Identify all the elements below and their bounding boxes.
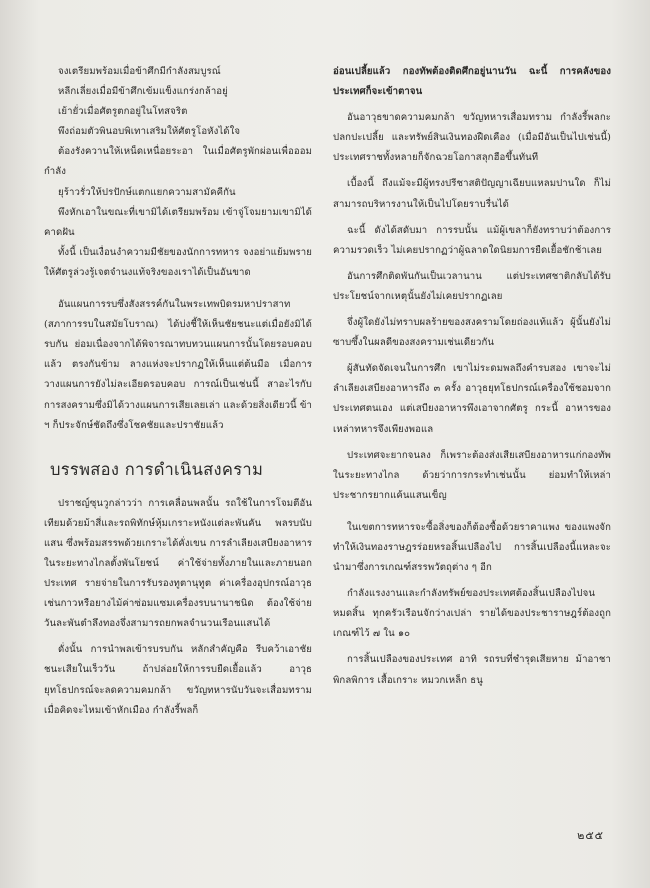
page-number: ๒๕๕ (577, 829, 604, 842)
paragraph: ประเทศจะยากจนลง ก็เพราะต้องส่งเสียเสบียงอาหารแก่กองทัพในระยะทางไกล ด้วยว่าการกระทำเช่นนั้น ย่อมทำให้เหล่าประชากรยากแค้นแสนเข็ญ (333, 449, 611, 501)
verse-line: ต้องรังควานให้เหน็ดเหนื่อยระอา ในเมื่อศัตรูพักผ่อนเพื่อออมกำลัง (44, 146, 312, 178)
paragraph-continued: อ่อนเปลี้ยแล้ว กองทัพต้องติดศึกอยู่นานวัน ฉะนี้ การคลังของประเทศก็จะเข้าตาจน (333, 66, 611, 98)
paragraph: กำลังแรงงานและกำลังทรัพย์ของประเทศต้องสิ้นเปลืองไปจนหมดสิ้น ทุกครัวเรือนจักว่างเปล่า รายได้ของประชาราษฎร์ต้องถูกเกณฑ์ไว้ ๗ ใน ๑๐ (333, 588, 611, 640)
paragraph: อันอาวุธขาดความคมกล้า ขวัญทหารเสื่อมทราม กำลังรี้พลกะปลกปะเปลี้ย และทรัพย์สินเงินทองฝืดเคือง (เมื่อมีอันเป็นไปเช่นนี้) ประเทศราชทั้งหลายก็จักฉวยโอกาสลุกฮือขึ้นทันที (333, 112, 611, 164)
paragraph: จึ่งผู้ใดยังไม่ทราบผลร้ายของสงครามโดยถ่องแท้แล้ว ผู้นั้นยังไม่ซาบซึ้งในผลดีของสงครามเช่นเดียวกัน (333, 317, 611, 349)
paragraph: อันการศึกติดพันกันเป็นเวลานาน แต่ประเทศชาติกลับได้รับประโยชน์จากเหตุนั้นยังไม่เคยปรากฏเลย (333, 270, 611, 302)
paragraph: ในเขตการทหารจะซื้อสิ่งของก็ต้องซื้อด้วยราคาแพง ของแพงจักทำให้เงินทองราษฎรร่อยหรอสิ้นเปลืองไป การสิ้นเปลืองนี้แหละจะนำมาซึ่งการเกณฑ์สรรพวัตถุต่าง ๆ อีก (333, 521, 611, 574)
verse-line: ยุร้าวรั่วให้ปรปักษ์แตกแยกความสามัคคีกัน (58, 186, 236, 198)
verse-line: เย้ายั่วเมื่อศัตรูตกอยู่ในโทสจริต (58, 106, 188, 118)
paragraph: ฉะนี้ ดังได้สดับมา การรบนั้น แม้ผู้เขลาก็ยังทราบว่าต้องการความรวดเร็ว ไม่เคยปรากฏว่าผู้ฉลาดใดนิยมการยืดเยื้อชักช้าเลย (333, 224, 611, 256)
paragraph: อันแผนการรบซึ่งสังสรรค์กันในพระเทพบิดรมหาปราสาท (สภาการรบในสมัยโบราณ) ได้บ่งชี้ให้เห็นชัยชนะแต่เมื่อยังมิได้รบกัน ย่อมเนื่องจากได้พิจารณาทบทวนแผนการนั้นโดยรอบคอบแล้ว ตรงกันข้าม ลางแห่งจะปรากฏให้เห็นแต่ต้นมือ เมื่อการวางแผนการยังไม่ละเอียดรอบคอบ การณ์เป็นเช่นนี้ สาอะไรกับการสงครามซึ่งมิได้วางแผนการเสียเลยเล่า และด้วยสิ่งเดียวนี้ ข้า ฯ ก็ประจักษ์ชัดถึงซึ่งโชคชัยและปราชัยแล้ว (44, 299, 313, 431)
right-column (333, 62, 611, 691)
paragraph: ดั่งนั้น การนำพลเข้ารบรบกัน หลักสำคัญคือ รีบคว้าเอาชัยชนะเสียในเร็ววัน ถ้าปล่อยให้การรบยืดเยื้อแล้ว อาวุธยุทโธปกรณ์จะลดความคมกล้า ขวัญทหารนับวันจะเสื่อมทราม เมื่อคิดจะไหมเข้าหักเมือง กำลังรี้พลก็ (44, 644, 312, 716)
paragraph: ปราชญ์ซุนวูกล่าวว่า การเคลื่อนพลนั้น รถใช้ในการโจมตีอันเทียมด้วยม้าสี่และรถพิทักษ์หุ้มเกราะหนังแต่ละพันคัน พลรบนับแสน ซึ่งพร้อมสรรพด้วยเกราะได้คั่งเขน การลำเลียงเสบียงอาหารในระยะทางไกลตั้งพันโยชน์ ค่าใช้จ่ายทั้งภายในและภายนอกประเทศ รายจ่ายในการรับรองทูตานุทูต ค่าเครื่องอุปกรณ์อาวุธเช่นกาวหรือยางไม้ค่าซ่อมแซมเครื่องรบนานาชนิด ต้องใช้จ่ายวันละพันตำลึงทองจึ่งสามารถยกพลจำนวนเรือนแสนได้ (44, 497, 312, 630)
verse-line: พึงหักเอาในขณะที่เขามิได้เตรียมพร้อม เข้าจู่โจมยามเขามิได้คาดฝัน (44, 206, 312, 238)
section-heading: บรรพสอง การดำเนินสงคราม (50, 459, 264, 479)
paragraph: การสิ้นเปลืองของประเทศ อาทิ รถรบที่ชำรุดเสียหาย ม้าอาชาพิกลพิการ เสื้อเกราะ หมวกเหล็ก ธนู (333, 654, 611, 686)
verse-line: หลีกเลี่ยงเมื่อมีข้าศึกเข้มแข็งแกร่งกล้าอยู่ (58, 86, 228, 98)
verse-line: จงเตรียมพร้อมเมื่อข้าศึกมีกำลังสมบูรณ์ (58, 66, 221, 77)
left-column (44, 62, 312, 721)
verse-line: ทั้งนี้ เป็นเงื่อนงำความมีชัยของนักการทหาร จงอย่าแย้มพรายให้ศัตรูล่วงรู้เจตจำนงแท้จริงของเราได้เป็นอันขาด (44, 246, 312, 278)
verse-line: พึงถ่อมตัวพินอบพิเทาเสริมให้ศัตรูโอหังได้ใจ (58, 126, 241, 138)
paragraph: เบื้องนี้ ถึงแม้จะมีผู้ทรงปรีชาสติปัญญาเฉียบแหลมปานใด ก็ไม่สามารถบริหารงานให้เป็นไปโดยราบรื่นได้ (333, 178, 611, 210)
paragraph: ผู้สันทัดจัดเจนในการศึก เขาไม่ระดมพลถึงคำรบสอง เขาจะไม่ลำเลียงเสบียงอาหารถึง ๓ ครั้ง อาวุธยุทโธปกรณ์เครื่องใช้ชอมจากประเทศตนเอง แต่เสบียงอาหารพึงเอาจากศัตรู กระนี้ อาหารของเหล่าทหารจึงเพียงพอแล (333, 363, 611, 435)
